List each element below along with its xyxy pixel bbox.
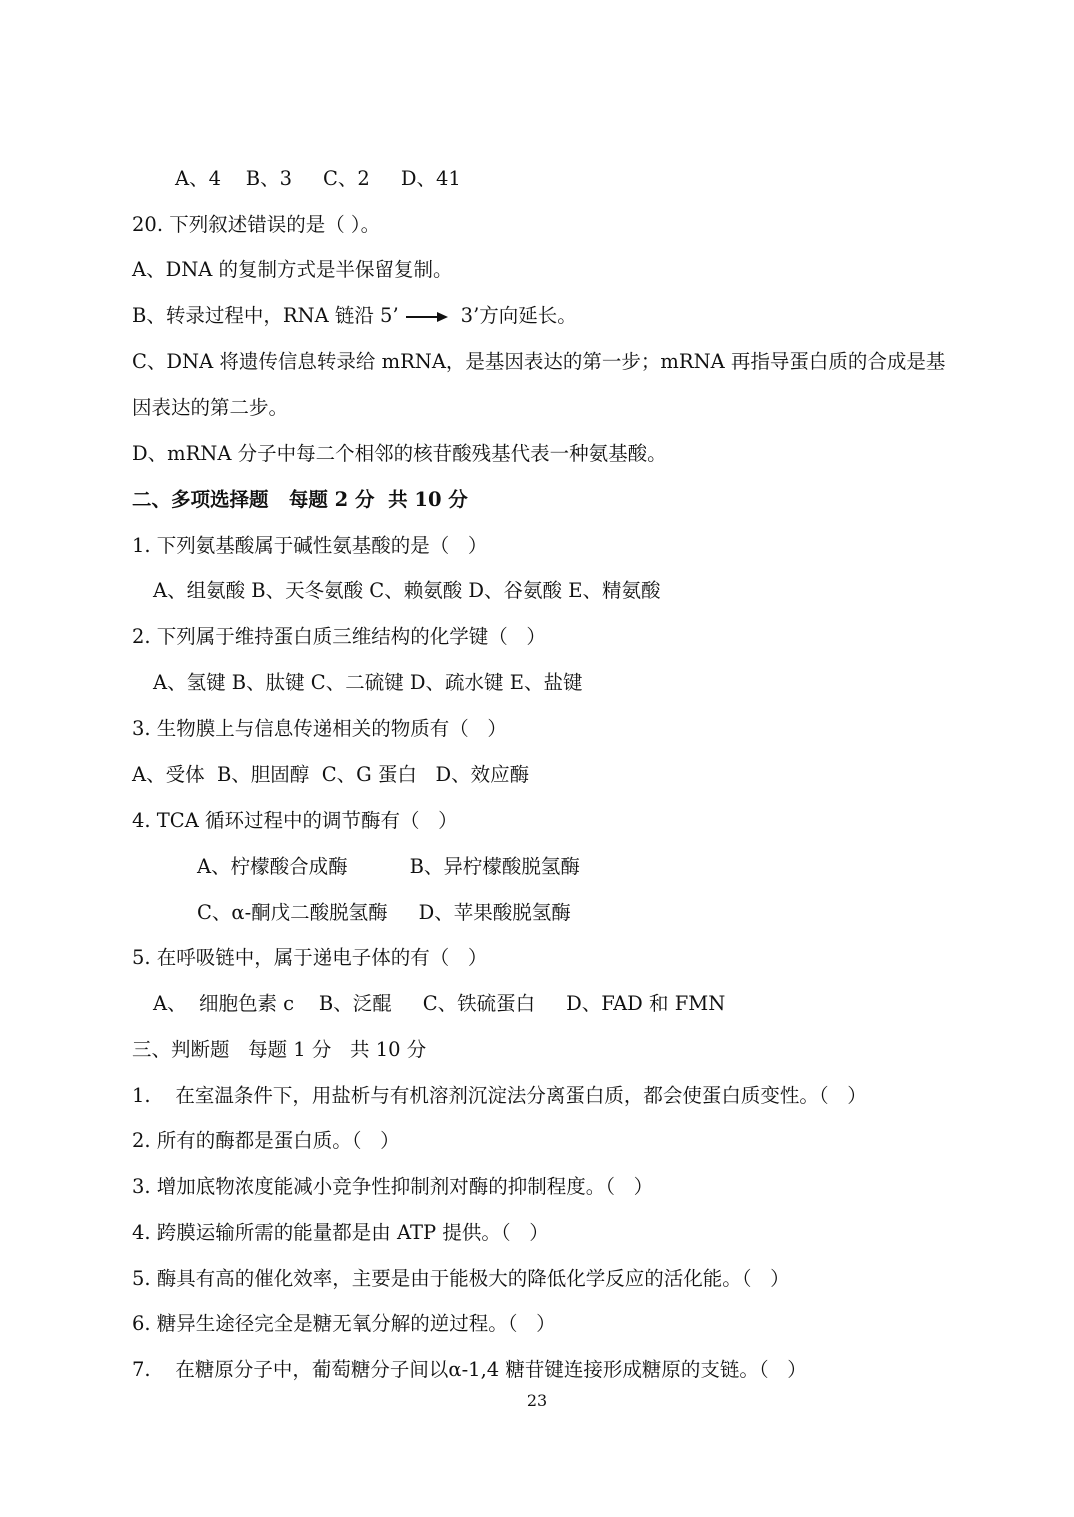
mc-q4-options-row2: C、α-酮戊二酸脱氢酶 D、苹果酸脱氢酶 [197,901,571,924]
mc-q5-options: A、 细胞色素 c B、泛醌 C、铁硫蛋白 D、FAD 和 FMN [153,992,726,1015]
right-arrow-icon [405,308,455,326]
tf-q1: 1. 在室温条件下，用盐析与有机溶剂沉淀法分离蛋白质，都会使蛋白质变性。（ ） [132,1084,867,1107]
mc-q3-stem: 3. 生物膜上与信息传递相关的物质有（ ） [132,717,507,740]
tf-q2: 2. 所有的酶都是蛋白质。（ ） [132,1129,400,1152]
mc-q4-stem: 4. TCA 循环过程中的调节酶有（ ） [132,809,458,832]
tf-q7: 7. 在糖原分子中，葡萄糖分子间以α-1,4 糖苷键连接形成糖原的支链。（ ） [132,1358,807,1381]
mc-q1-stem: 1. 下列氨基酸属于碱性氨基酸的是（ ） [132,534,488,557]
mc-q2-stem: 2. 下列属于维持蛋白质三维结构的化学键（ ） [132,625,546,648]
tf-q5: 5. 酶具有高的催化效率，主要是由于能极大的降低化学反应的活化能。（ ） [132,1267,790,1290]
page-number: 23 [526,1391,548,1410]
mc-q1-options: A、组氨酸 B、天冬氨酸 C、赖氨酸 D、谷氨酸 E、精氨酸 [153,579,661,602]
q20-option-b-part1: B、转录过程中，RNA 链沿 5’ [132,304,399,327]
q20-option-a: A、DNA 的复制方式是半保留复制。 [132,258,453,281]
mc-q2-options: A、氢键 B、肽键 C、二硫键 D、疏水键 E、盐键 [153,671,583,694]
q20-option-c-cont: 因表达的第二步。 [132,396,289,419]
q20-option-c: C、DNA 将遗传信息转录给 mRNA，是基因表达的第一步；mRNA 再指导蛋白质的合成是基 [132,350,946,373]
tf-q6: 6. 糖异生途径完全是糖无氧分解的逆过程。（ ） [132,1312,556,1335]
mc-q4-options-row1: A、柠檬酸合成酶 B、异柠檬酸脱氢酶 [197,855,580,878]
q20-option-d: D、mRNA 分子中每二个相邻的核苷酸残基代表一种氨基酸。 [132,442,667,465]
tf-q3: 3. 增加底物浓度能减小竞争性抑制剂对酶的抑制程度。（ ） [132,1175,654,1198]
mc-q3-options: A、受体 B、胆固醇 C、G 蛋白 D、效应酶 [132,763,530,786]
tf-q4: 4. 跨膜运输所需的能量都是由 ATP 提供。（ ） [132,1221,549,1244]
q20-option-b [132,303,577,329]
section-heading-multiple-choice: 二、多项选择题 每题 2 分 共 10 分 [132,488,468,511]
mc-q5-stem: 5. 在呼吸链中，属于递电子体的有（ ） [132,946,488,969]
section-heading-true-false: 三、判断题 每题 1 分 共 10 分 [132,1038,427,1061]
q20-stem: 20. 下列叙述错误的是（ ）。 [132,213,381,236]
q19-options: A、4 B、3 C、2 D、41 [175,167,461,190]
q20-option-b-part2: 3’方向延长。 [460,304,577,327]
